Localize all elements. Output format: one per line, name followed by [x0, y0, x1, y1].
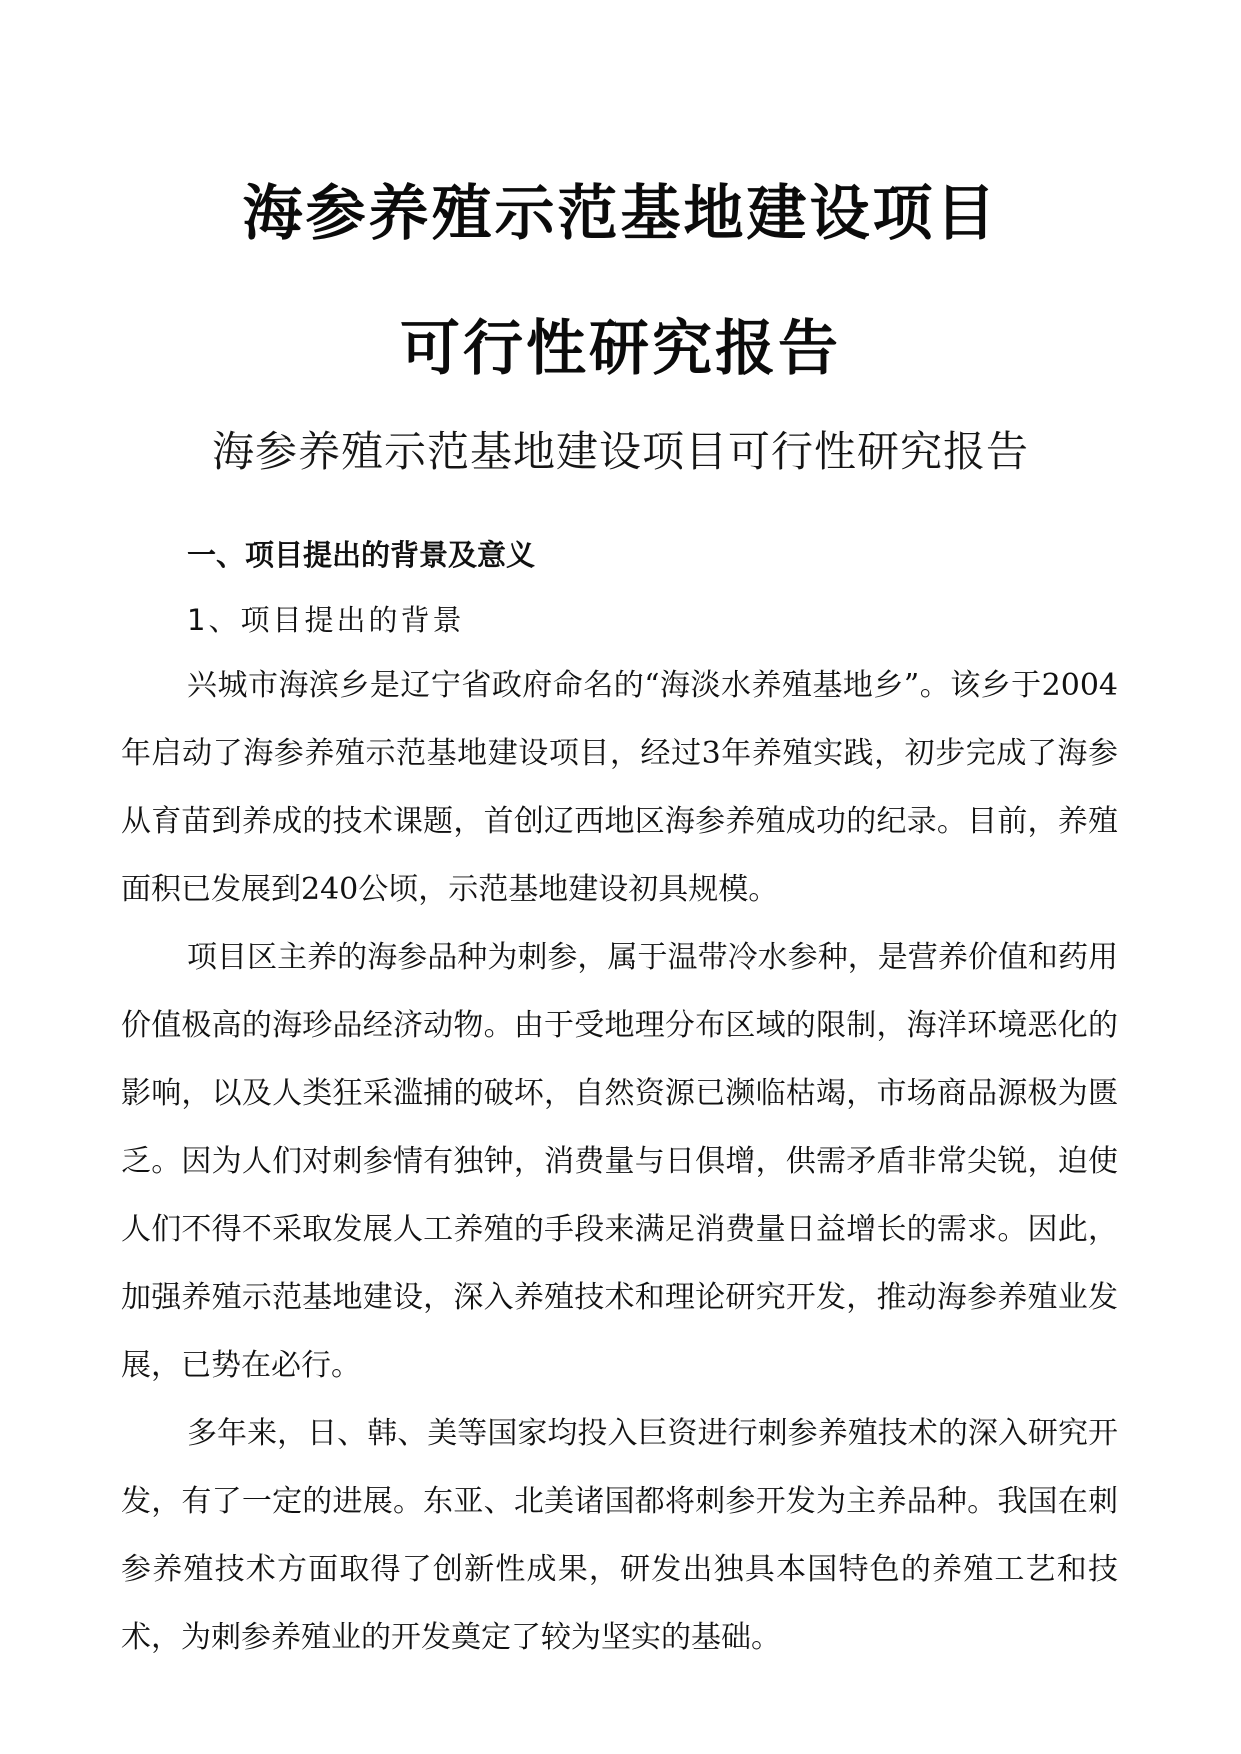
document-title-line2: 可行性研究报告 [400, 314, 841, 384]
paragraph: 多年来，日、韩、美等国家均投入巨资进行刺参养殖技术的深入研究开发，有了一定的进展。东亚、北美诸国都将刺参开发为主养品种。我国在刺参养殖技术方面取得了创新性成果，研发出独具本国特色的养殖工艺和技术，为刺参养殖业的开发奠定了较为坚实的基础。 [121, 1416, 1118, 1655]
section-heading: 一、项目提出的背景及意义 [187, 538, 536, 572]
paragraph: 项目区主养的海参品种为刺参，属于温带冷水参种，是营养价值和药用价值极高的海珍品经济动物。由于受地理分布区域的限制，海洋环境恶化的影响，以及人类狂采滥捕的破坏，自然资源已濒临枯竭，市场商品源极为匮乏。因为人们对刺参情有独钟，消费量与日俱增，供需矛盾非常尖锐，迫使人们不得不采取发展人工养殖的手段来满足消费量日益增长的需求。因此，加强养殖示范基地建设，深入养殖技术和理论研究开发，推动海参养殖业发展，已势在必行。 [121, 940, 1118, 1383]
paragraph: 兴城市海滨乡是辽宁省政府命名的“海淡水养殖基地乡”。该乡于2004年启动了海参养殖示范基地建设项目，经过3年养殖实践，初步完成了海参从育苗到养成的技术课题，首创辽西地区海参养殖成功的纪录。目前，养殖面积已发展到240公顷，示范基地建设初具规模。 [121, 668, 1118, 907]
subsection-heading: 1、项目提出的背景 [187, 603, 465, 637]
document-title-line1: 海参养殖示范基地建设项目 [242, 179, 999, 249]
body-text [121, 652, 1118, 1672]
document-subtitle: 海参养殖示范基地建设项目可行性研究报告 [211, 427, 1029, 476]
